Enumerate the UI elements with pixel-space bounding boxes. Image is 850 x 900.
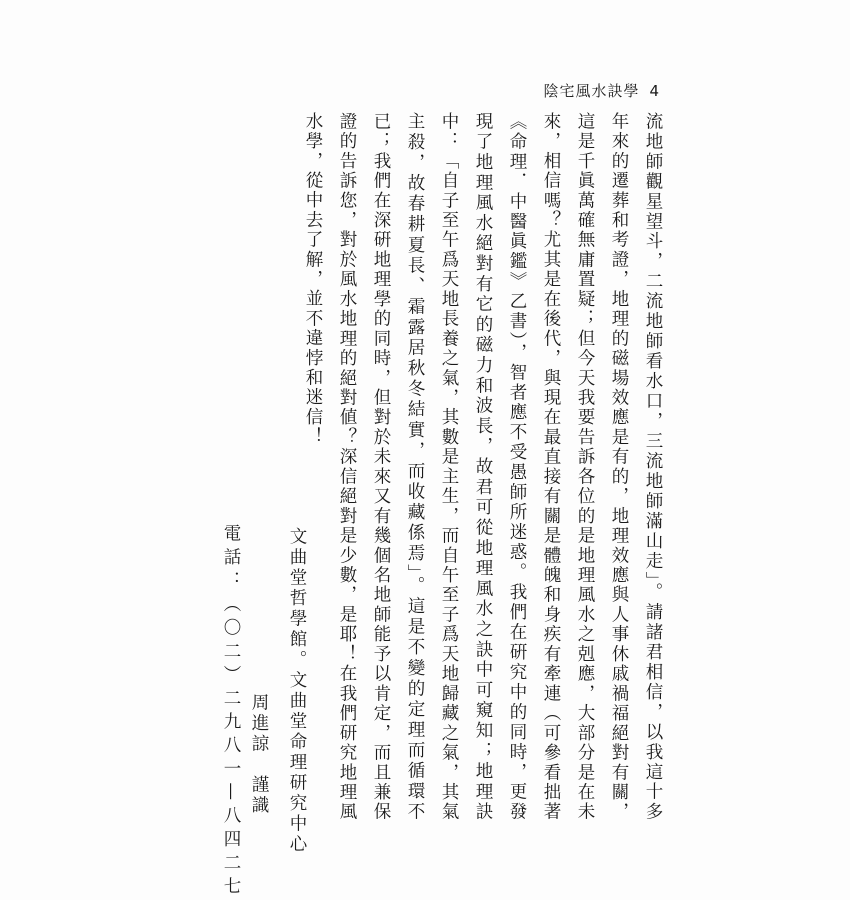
signature-organization: 文曲堂哲學館。文曲堂命理研究中心 [287,527,307,855]
signature-phone: 電話：（〇二）二九八一—八四二七 [221,524,241,900]
paragraph: 流地師觀星望斗，二流地師看水口，三流地師滿山走」。請諸君相信，以我這十多年來的遷葬和考證，地理的磁場效應是有的，地理效應與人事休戚禍福絕對有關，這是千眞萬確無庸置疑；但今天我要告訴各位的是地理風水之剋應，大部分是在未來，相信嗎？尤其是在後代，與現在最直接有關是體魄和身疾有牽連（可參看拙著《命理．中醫眞鑑》乙書），智者應不受愚師所迷惑。我們在硏究中的同時，更發現了地理風水絕對有它的磁力和波長，故君可從地理風水之訣中可窺知；地理訣中：「自子至午爲天地長養之氣，其數是主生，而自午至子爲天地歸藏之氣，其氣主殺，故春耕夏長、霜露居秋冬結實，而收藏係焉」。這是不變的定理而循環不已；我們在深硏地理學的同時，但對於未來又有幾個名地師能予以肯定，而且兼保證的告訴您，對於風水地理的絕對値？深信絕對是少數，是耶！在我們研究地理風水學，從中去了解，並不違悖和迷信！ [303,112,663,822]
signature-author: 周進諒 謹識 [249,693,269,816]
book-title: 陰宅風水訣學 [543,82,640,100]
page-number: 4 [649,82,660,100]
page-header [543,80,660,101]
